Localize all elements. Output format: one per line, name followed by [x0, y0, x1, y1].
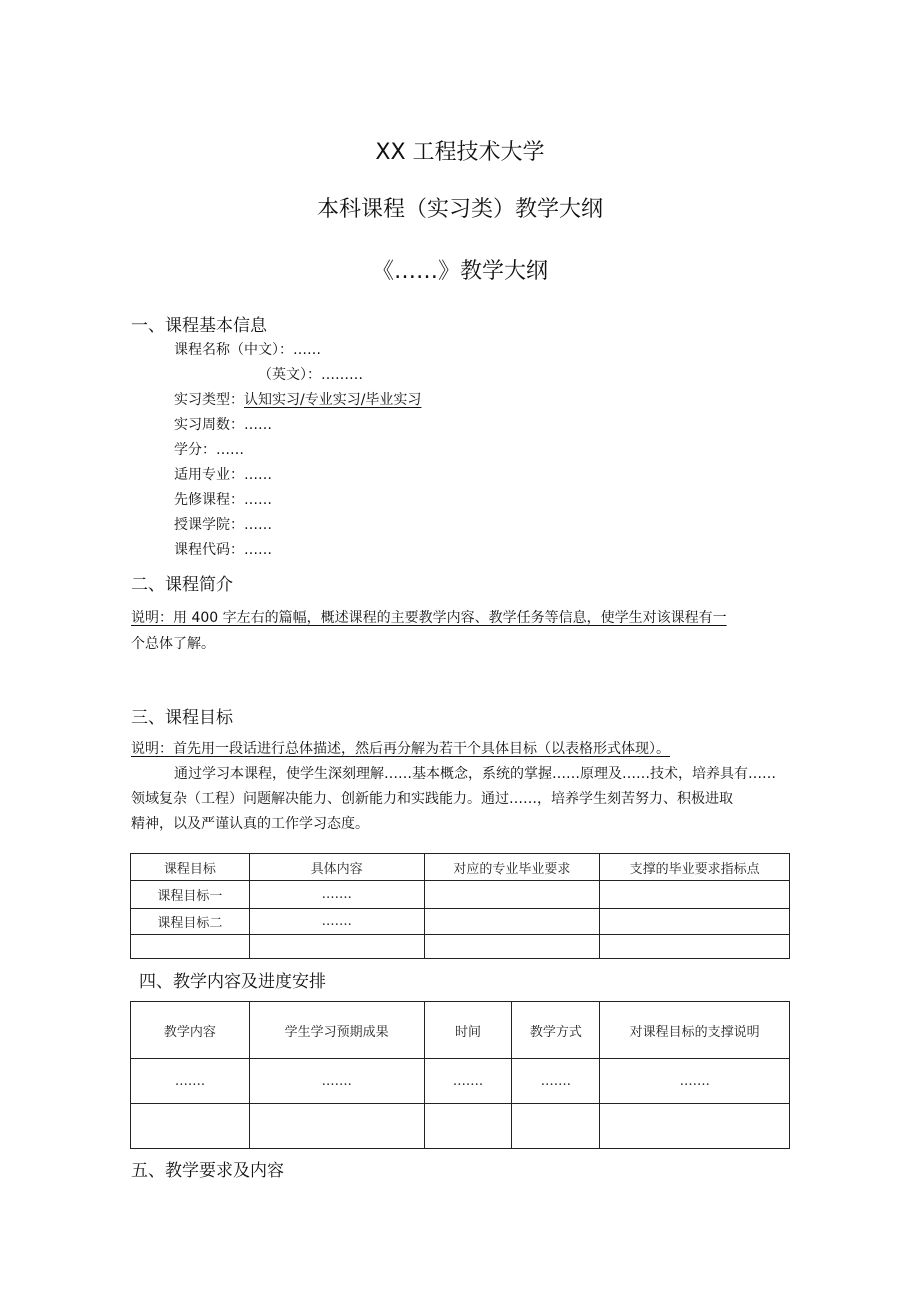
- table-cell: [512, 1104, 600, 1149]
- table-cell: …….: [249, 909, 424, 935]
- section2-note-line2: 个总体了解。: [131, 636, 215, 652]
- table-row: [131, 1059, 790, 1104]
- credits: 学分：……: [174, 442, 244, 458]
- section2-heading: 二、课程简介: [131, 575, 233, 595]
- internship-type-value: 认知实习/专业实习/毕业实习: [244, 392, 422, 408]
- internship-weeks: 实习周数：……: [174, 417, 272, 433]
- table-row: [131, 881, 790, 909]
- table-cell: …….: [249, 881, 424, 909]
- table-row: [131, 909, 790, 935]
- section1-heading: 一、课程基本信息: [131, 316, 267, 336]
- applicable-majors: 适用专业：……: [174, 467, 272, 483]
- table-cell: [424, 1104, 512, 1149]
- table-header-cell: 课程目标: [131, 854, 250, 881]
- section3-note: 说明：首先用一段话进行总体描述，然后再分解为若干个具体目标（以表格形式体现）。: [131, 741, 670, 757]
- university-title: XX 工程技术大学: [375, 140, 545, 165]
- table-cell: …….: [512, 1059, 600, 1104]
- table-cell: [424, 935, 600, 959]
- table-header-cell: 支撑的毕业要求指标点: [600, 854, 790, 881]
- section3-para-line2: 领域复杂（工程）问题解决能力、创新能力和实践能力。通过……，培养学生刻苦努力、积极进取: [131, 791, 733, 807]
- table-cell: 课程目标二: [131, 909, 250, 935]
- table-cell: …….: [249, 1059, 424, 1104]
- table-cell: [600, 935, 790, 959]
- prerequisite-courses: 先修课程：……: [174, 492, 272, 508]
- table-header-cell: 对课程目标的支撑说明: [600, 1002, 790, 1059]
- table-cell: …….: [600, 1059, 790, 1104]
- section3-para-line3: 精神，以及严谨认真的工作学习态度。: [131, 816, 369, 832]
- table-row: [131, 1104, 790, 1149]
- table-cell: [131, 935, 250, 959]
- course-syllabus-title: 《……》教学大纲: [371, 259, 548, 284]
- section5-heading: 五、教学要求及内容: [131, 1161, 284, 1181]
- table-cell: [424, 881, 600, 909]
- table-header-cell: 时间: [424, 1002, 512, 1059]
- table-cell: [600, 909, 790, 935]
- course-name-en: （英文）：………: [258, 367, 363, 383]
- teaching-schedule-table: [130, 1001, 790, 1149]
- table-cell: [131, 1104, 250, 1149]
- table-cell: [600, 881, 790, 909]
- table-cell: …….: [424, 1059, 512, 1104]
- section3-heading: 三、课程目标: [131, 708, 233, 728]
- table-header-row: [131, 854, 790, 881]
- internship-type: [174, 389, 421, 409]
- course-code: 课程代码：……: [174, 542, 272, 558]
- table-header-cell: 教学内容: [131, 1002, 250, 1059]
- internship-type-label: 实习类型：: [174, 392, 244, 408]
- course-name-cn: 课程名称（中文）：……: [174, 342, 321, 358]
- table-header-cell: 学生学习预期成果: [249, 1002, 424, 1059]
- teaching-college: 授课学院：……: [174, 517, 272, 533]
- table-header-cell: 具体内容: [249, 854, 424, 881]
- section4-heading: 四、教学内容及进度安排: [139, 972, 326, 992]
- section2-note-line1: 说明：用 400 字左右的篇幅，概述课程的主要教学内容、教学任务等信息，使学生对该课程有一: [131, 610, 727, 626]
- table-row: [131, 935, 790, 959]
- section3-para-line1: 通过学习本课程，使学生深刻理解……基本概念，系统的掌握……原理及……技术，培养具有……: [174, 766, 776, 782]
- table-cell: 课程目标一: [131, 881, 250, 909]
- document-type-title: 本科课程（实习类）教学大纲: [316, 197, 603, 222]
- table-cell: …….: [131, 1059, 250, 1104]
- table-cell: [600, 1104, 790, 1149]
- course-objectives-table: [130, 853, 790, 959]
- table-header-cell: 教学方式: [512, 1002, 600, 1059]
- table-cell: [249, 935, 424, 959]
- table-header-row: [131, 1002, 790, 1059]
- table-cell: [424, 909, 600, 935]
- table-header-cell: 对应的专业毕业要求: [424, 854, 600, 881]
- table-cell: [249, 1104, 424, 1149]
